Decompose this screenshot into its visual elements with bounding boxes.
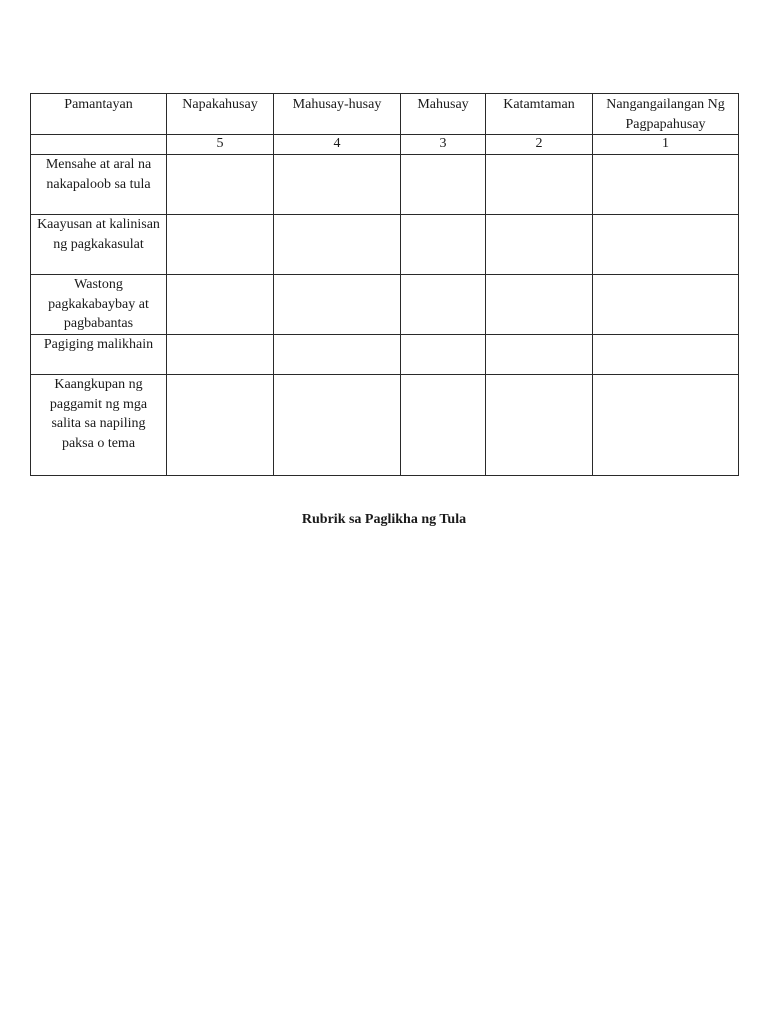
criterion-label: Kaangkupan ng paggamit ng mga salita sa napiling paksa o tema <box>31 375 167 476</box>
rating-cell <box>274 275 401 335</box>
score-cell-4: 4 <box>274 135 401 155</box>
rubric-table <box>30 93 739 476</box>
rating-cell <box>401 335 486 375</box>
rating-cell <box>593 155 739 215</box>
criterion-label: Mensahe at aral na nakapaloob sa tula <box>31 155 167 215</box>
header-cell-nangangailangan: Nangangailangan Ng Pagpapahusay <box>593 94 739 135</box>
rating-cell <box>274 155 401 215</box>
rating-cell <box>274 215 401 275</box>
score-cell-1: 1 <box>593 135 739 155</box>
criterion-row <box>31 215 739 275</box>
criterion-label: Kaayusan at kalinisan ng pagkakasulat <box>31 215 167 275</box>
rating-cell <box>486 335 593 375</box>
document-caption: Rubrik sa Paglikha ng Tula <box>301 512 467 527</box>
header-cell-mahusay-husay: Mahusay-husay <box>274 94 401 135</box>
header-cell-pamantayan: Pamantayan <box>31 94 167 135</box>
rating-cell <box>167 375 274 476</box>
rating-cell <box>486 375 593 476</box>
rating-cell <box>167 275 274 335</box>
criterion-row <box>31 335 739 375</box>
criterion-label: Pagiging malikhain <box>31 335 167 375</box>
rating-cell <box>593 335 739 375</box>
rating-cell <box>486 155 593 215</box>
rating-cell <box>401 215 486 275</box>
rating-cell <box>274 375 401 476</box>
rating-cell <box>486 215 593 275</box>
rating-cell <box>593 275 739 335</box>
rating-cell <box>593 375 739 476</box>
score-cell-3: 3 <box>401 135 486 155</box>
header-cell-napakahusay: Napakahusay <box>167 94 274 135</box>
rating-cell <box>401 375 486 476</box>
score-cell-blank <box>31 135 167 155</box>
rating-cell <box>486 275 593 335</box>
rating-cell <box>593 215 739 275</box>
rating-cell <box>401 275 486 335</box>
criterion-label: Wastong pagkakabaybay at pagbabantas <box>31 275 167 335</box>
rating-cell <box>167 215 274 275</box>
rating-cell <box>167 155 274 215</box>
score-cell-5: 5 <box>167 135 274 155</box>
criterion-row <box>31 375 739 476</box>
rating-cell <box>401 155 486 215</box>
header-cell-katamtaman: Katamtaman <box>486 94 593 135</box>
score-row <box>31 135 739 155</box>
rating-cell <box>167 335 274 375</box>
header-cell-mahusay: Mahusay <box>401 94 486 135</box>
criterion-row <box>31 155 739 215</box>
score-cell-2: 2 <box>486 135 593 155</box>
rating-cell <box>274 335 401 375</box>
criterion-row <box>31 275 739 335</box>
header-row <box>31 94 739 135</box>
